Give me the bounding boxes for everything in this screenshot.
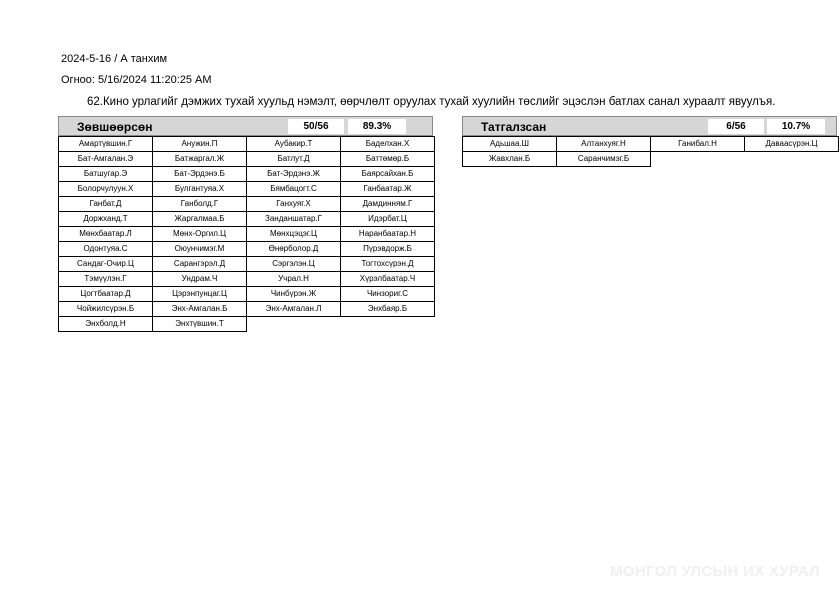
approved-name-cell: Идэрбат.Ц (340, 211, 435, 227)
approved-name-cell: Энх-Амгалан.Б (152, 301, 247, 317)
approved-name-cell: Энх-Амгалан.Л (246, 301, 341, 317)
approved-name-cell: Сэргэлэн.Ц (246, 256, 341, 272)
approved-name-cell: Баярсайхан.Б (340, 166, 435, 182)
approved-name-cell: Чинбүрэн.Ж (246, 286, 341, 302)
approved-name-cell: Оюунчимэг.М (152, 241, 247, 257)
rejected-name-cell: Ганибал.Н (650, 136, 745, 152)
rejected-percent: 10.7% (767, 119, 825, 134)
approved-name-cell: Аубакир.Т (246, 136, 341, 152)
rejected-title: Татгалзсан (481, 120, 547, 134)
approved-name-cell: Мөнхбаатар.Л (58, 226, 153, 242)
approved-name-cell: Бат-Эрдэнэ.Б (152, 166, 247, 182)
approved-name-cell: Бат-Амгалан.Э (58, 151, 153, 167)
parliament-watermark: МОНГОЛ УЛСЫН ИХ ХУРАЛ (610, 563, 820, 580)
approved-count: 50/56 (288, 119, 344, 134)
approved-name-cell: Сандаг-Очир.Ц (58, 256, 153, 272)
approved-name-cell: Анужин.П (152, 136, 247, 152)
rejected-name-cell: Адьшаа.Ш (462, 136, 557, 152)
rejected-panel (462, 116, 837, 166)
rejected-names-grid (462, 136, 837, 166)
approved-title: Зөвшөөрсөн (77, 120, 153, 134)
approved-name-cell: Ганбаатар.Ж (340, 181, 435, 197)
approved-name-cell: Ганхуяг.Х (246, 196, 341, 212)
approved-name-cell: Болорчулуун.Х (58, 181, 153, 197)
approved-name-cell: Баделхан.Х (340, 136, 435, 152)
approved-name-cell: Мөнх-Оргил.Ц (152, 226, 247, 242)
approved-name-cell: Учрал.Н (246, 271, 341, 287)
approved-name-cell: Батлут.Д (246, 151, 341, 167)
approved-name-cell: Ганболд.Г (152, 196, 247, 212)
approved-name-cell: Амартүвшин.Г (58, 136, 153, 152)
approved-name-cell: Энхбаяр.Б (340, 301, 435, 317)
approved-name-cell: Чинзориг.С (340, 286, 435, 302)
approved-name-cell: Наранбаатар.Н (340, 226, 435, 242)
approved-percent: 89.3% (348, 119, 406, 134)
approved-name-cell: Пүрэвдорж.Б (340, 241, 435, 257)
rejected-count: 6/56 (708, 119, 764, 134)
approved-names-grid (58, 136, 433, 331)
approved-name-cell: Одонтуяа.С (58, 241, 153, 257)
session-date-room: 2024-5-16 / А танхим (61, 53, 168, 65)
approved-panel (58, 116, 433, 331)
rejected-name-cell: Алтанхуяг.Н (556, 136, 651, 152)
approved-name-cell: Цэрэнпунцаг.Ц (152, 286, 247, 302)
approved-name-cell: Жаргалмаа.Б (152, 211, 247, 227)
approved-name-cell: Батшугар.Э (58, 166, 153, 182)
approved-name-cell: Занданшатар.Г (246, 211, 341, 227)
session-timestamp: Огноо: 5/16/2024 11:20:25 AM (61, 74, 212, 86)
approved-name-cell: Сарангэрэл.Д (152, 256, 247, 272)
rejected-name-cell: Жавхлан.Б (462, 151, 557, 167)
approved-name-cell: Бямбацогт.С (246, 181, 341, 197)
rejected-name-cell: Саранчимэг.Б (556, 151, 651, 167)
approved-name-cell: Баттөмөр.Б (340, 151, 435, 167)
approved-name-cell: Ганбат.Д (58, 196, 153, 212)
approved-name-cell: Батжаргал.Ж (152, 151, 247, 167)
approved-name-cell: Доржханд.Т (58, 211, 153, 227)
rejected-header (462, 116, 837, 136)
approved-name-cell: Чойжилсүрэн.Б (58, 301, 153, 317)
vote-question: 62.Кино урлагийг дэмжих тухай хуульд нэмэлт, өөрчлөлт оруулах тухай хуулийн төслийг эцэслэн батлах санал хураалт явуулъя. (87, 96, 776, 108)
approved-name-cell: Мөнхцэцэг.Ц (246, 226, 341, 242)
rejected-name-cell: Даваасүрэн.Ц (744, 136, 839, 152)
approved-name-cell: Энхболд.Н (58, 316, 153, 332)
approved-header (58, 116, 433, 136)
approved-name-cell: Өнөрболор.Д (246, 241, 341, 257)
approved-name-cell: Энхтүвшин.Т (152, 316, 247, 332)
approved-name-cell: Бат-Эрдэнэ.Ж (246, 166, 341, 182)
approved-name-cell: Ундрам.Ч (152, 271, 247, 287)
approved-name-cell: Тогтохсүрэн.Д (340, 256, 435, 272)
approved-name-cell: Дамдинням.Г (340, 196, 435, 212)
approved-name-cell: Тэмүүлэн.Г (58, 271, 153, 287)
approved-name-cell: Булгантуяа.Х (152, 181, 247, 197)
approved-name-cell: Цогтбаатар.Д (58, 286, 153, 302)
approved-name-cell: Хүрэлбаатар.Ч (340, 271, 435, 287)
